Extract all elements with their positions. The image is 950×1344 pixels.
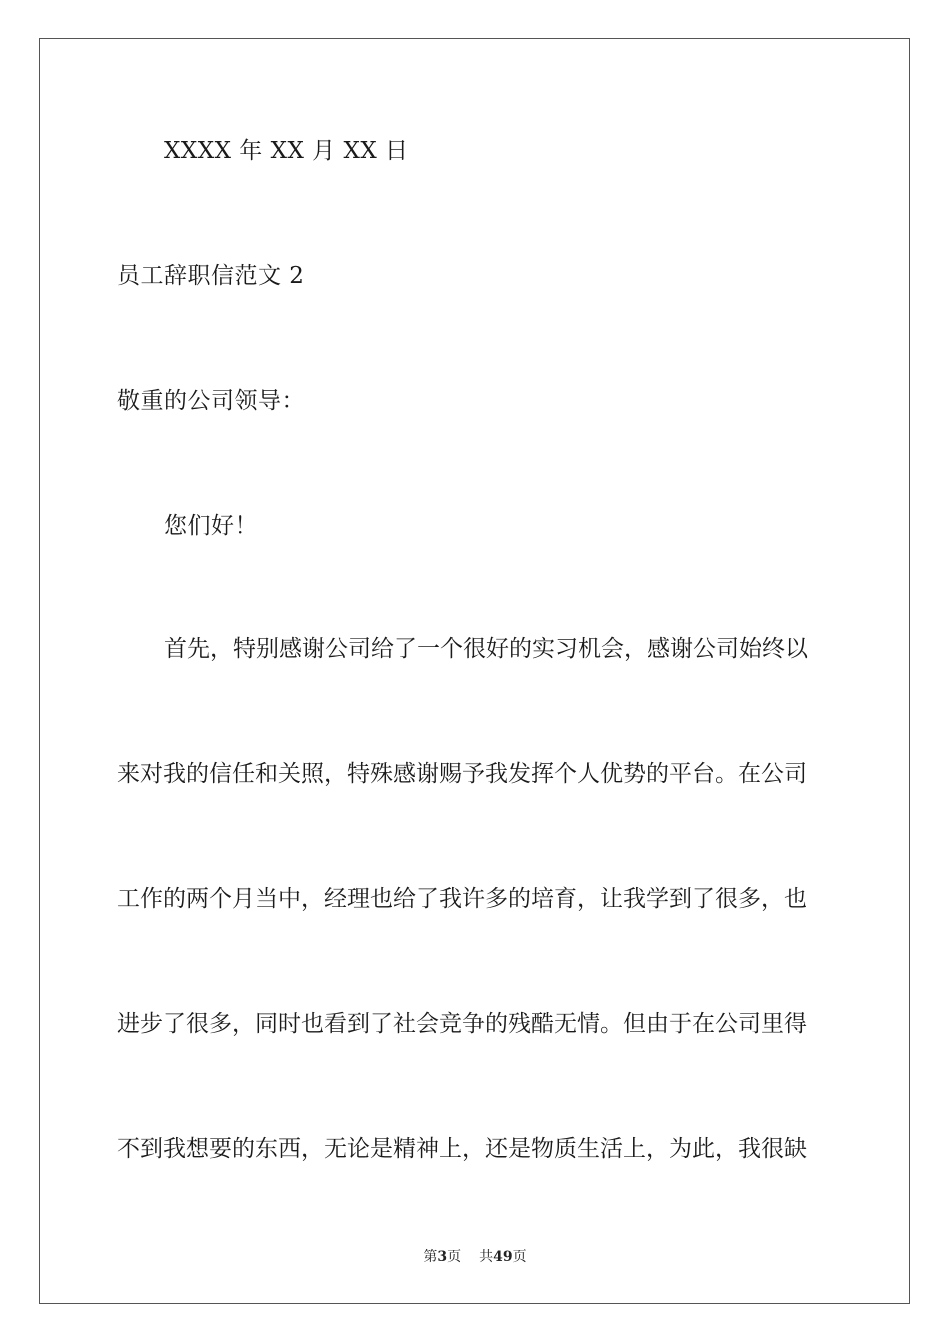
current-page-number: 3 xyxy=(437,1249,448,1265)
page-prefix: 第 xyxy=(423,1249,438,1265)
total-prefix: 共 xyxy=(479,1249,494,1265)
body-line-4: 进步了很多，同时也看到了社会竞争的残酷无情。但由于在公司里得 xyxy=(117,1011,807,1037)
letter-heading: 员工辞职信范文 2 xyxy=(117,263,305,289)
page-footer xyxy=(0,1248,950,1266)
body-line-1: 首先，特别感谢公司给了一个很好的实习机会，感谢公司始终以 xyxy=(164,636,808,662)
date-line: XXXX 年 XX 月 XX 日 xyxy=(164,138,409,164)
total-pages-number: 49 xyxy=(493,1249,513,1265)
salutation: 敬重的公司领导： xyxy=(117,388,305,414)
body-line-5: 不到我想要的东西，无论是精神上，还是物质生活上，为此，我很缺 xyxy=(117,1136,807,1162)
body-line-2: 来对我的信任和关照，特殊感谢赐予我发挥个人优势的平台。在公司 xyxy=(117,761,807,787)
body-line-3: 工作的两个月当中，经理也给了我许多的培育，让我学到了很多，也 xyxy=(117,886,807,912)
page-suffix: 页 xyxy=(447,1249,462,1265)
greeting: 您们好！ xyxy=(164,513,258,539)
total-suffix: 页 xyxy=(512,1249,527,1265)
page-border xyxy=(39,38,910,1304)
